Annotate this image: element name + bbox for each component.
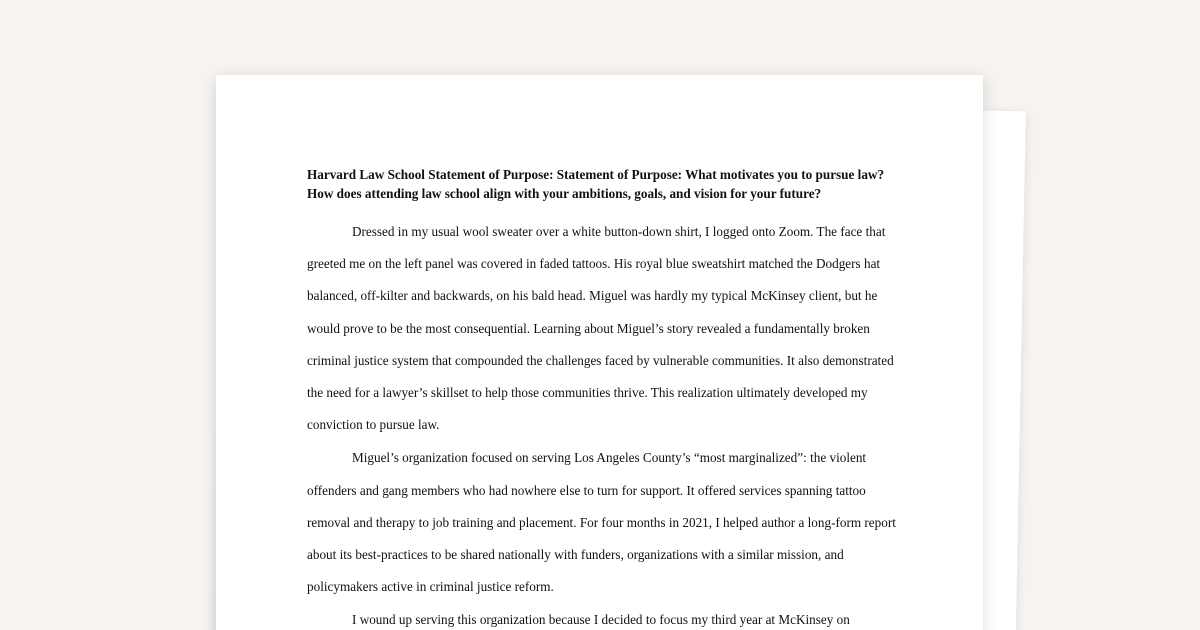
paragraph-1: Dressed in my usual wool sweater over a white button-down shirt, I logged onto Zoom. The face that greeted me on the left panel was covered in faded tattoos. His royal blue sweatshirt matched the Dodgers hat balanced, off-kilter and backwards, on his bald head. Miguel was hardly my typical McKinsey client, but he would prove to be the most consequential. Learning about Miguel’s story revealed a fundamentally broken criminal justice system that compounded the challenges faced by vulnerable communities. It also demonstrated the need for a lawyer’s skillset to help those communities thrive. This realization ultimately developed my conviction to pursue law.: [307, 224, 894, 433]
paragraph-3: I wound up serving this organization because I decided to focus my third year at McKinsey on: [352, 612, 850, 628]
front-page-sheet: [216, 75, 983, 630]
document-body: [307, 165, 899, 630]
paragraph-2: Miguel’s organization focused on serving Los Angeles County’s “most marginalized”: the violent offenders and gang members who had nowhere else to turn for support. It offered services spanning tattoo removal and therapy to job training and placement. For four months in 2021, I helped author a long-form report about its best-practices to be shared nationally with funders, organizations with a similar mission, and policymakers active in criminal justice reform.: [307, 450, 896, 595]
document-title: Harvard Law School Statement of Purpose: Statement of Purpose: What motivates you to pursue law? How does attending law school align with your ambitions, goals, and vision for your future?: [307, 167, 885, 201]
